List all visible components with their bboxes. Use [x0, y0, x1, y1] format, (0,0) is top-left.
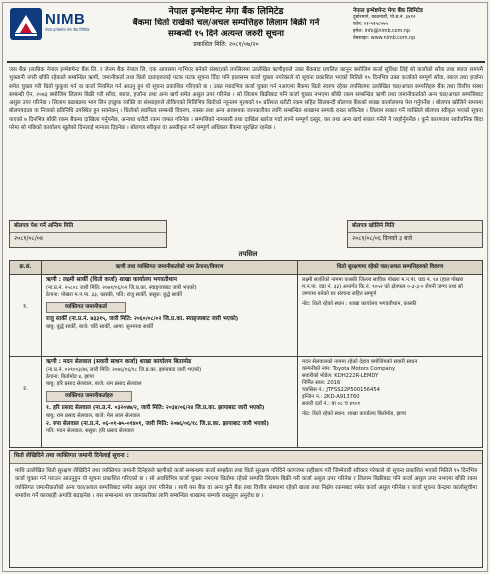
- bid-opening-date: २०८१/०८/०६ दिनको ३ बजे: [352, 235, 412, 242]
- guarantor-detail: पति: मदन सेलवाल, ससुरा: हरि प्रसाद सेलवाल: [46, 428, 134, 435]
- bid-opening-label: बोलपत्र खोलिने मिति: [348, 221, 482, 233]
- contact-address: दुर्बारमार्ग, काठमाडौं, पो.ब.नं. ३४१२: [353, 15, 416, 21]
- header-divider: [7, 61, 485, 63]
- guarantor-notice-box: [9, 450, 483, 568]
- borrower-detail: बाबु: हरि प्रसाद सेलवाल, बाजे: राम प्रसाद सेलवाल: [46, 380, 142, 387]
- notice-page: [2, 2, 488, 572]
- contact-phone: फोन: ०१-५९५८५५५: [353, 22, 388, 28]
- guarantor-name: राजु सार्की (ना.प्र.नं. ७३३१५, जारी मिति: २०६०/०८/०२ जि.प्र.का. स्याङ्जाबाट जारी भएको): [46, 316, 239, 323]
- collateral-description: मदन सेलवालको नाममा रहेको देहाय बमोजिमको सवारी साधन: [302, 359, 418, 365]
- borrower-detail: ठेगाना: पोखरा म.न.पा. ३३, कास्की, पति: राजु सार्की, ससुरा: बुद्धे सार्की: [46, 291, 182, 298]
- bid-submission-date: २०८१/०८/०४: [14, 235, 44, 242]
- row-serial: १.: [10, 275, 42, 356]
- vehicle-model: सवारीको मोडेल: KDH222R-LEMDY: [302, 373, 379, 380]
- bank-logo: [9, 7, 107, 51]
- borrower-name: ऋणी : मदन सेलवाल (सवारी साधन कर्जा) शाखा कार्यालय बितामोड: [46, 359, 192, 365]
- table-header-collateral: धितो सुरक्षणमा रहेको चल/अचल सम्पत्तिहरुको विवरण: [298, 261, 482, 275]
- vehicle-company: कम्पनीको नाम: Toyota Motors Company: [302, 366, 396, 373]
- notice-header: [3, 3, 489, 63]
- collateral-description: लक्ष्मी सार्कीको नाममा कास्की जिल्ला साविक पोखरा म.न.पा. वडा नं. १४ (हाल पोखरा म.न.पा. वडा नं. ३३) अन्तर्गत कि.नं. ९०५२ को क्षेत्रफल ०-३-३-० रोपनी जग्गा तथा सो जग्गामा बनेको घर संरचना सहित सम्पूर्ण: [302, 277, 464, 298]
- logo-wordmark: NIMB: [45, 11, 86, 28]
- collateral-note: नोट: धितो रहेको स्थान : शाखा कार्यालय भगवतीथान, कास्की: [302, 301, 417, 308]
- collateral-note: नोट: धितो रहेको स्थान: शाखा कार्यालय बिर्तामोड, झापा: [302, 411, 407, 418]
- borrower-detail: ठेगाना: बिर्तामोड ४, झापा: [46, 373, 94, 380]
- bid-submission-deadline-box: [9, 220, 167, 248]
- bid-opening-date-box: [347, 220, 483, 248]
- section-label-tapasil: तपसिल: [238, 250, 258, 258]
- guarantor-notice-heading: धितो लेखिदिने तथा व्यक्तिगत जमानी दिनेलाई सूचना :: [10, 451, 482, 464]
- bid-submission-label: बोलपत्र पेश गर्ने अन्तिम मिति: [10, 221, 166, 233]
- contact-org: नेपाल इन्भेष्टमेन्ट मेगा बैंक लिमिटेड: [353, 8, 423, 14]
- guarantor-subheading: व्यक्तिगत जमानीकर्ताहरु: [46, 391, 132, 402]
- guarantor-notice-body: माथि उल्लेखित धितो सुरक्षण लेखिदिने तथा व्यक्तिगत जमानी दिनेहरुले ऋणीको कर्जा सम्बन्धमा कर्जा सम्झौता तथा धितो सुरक्षण गरिदिने कागजमा सहीछाप गरी जिम्मेवारी स्वीकार गरेकाले यो सूचना प्रकाशित भएको मितिले १५ दिनभित्र कर्जा चुक्ता गर्न गराउन आउनुहुन यो सूचना प्रकाशित गरिएको छ । सो अवधिभित्र कर्जा चुक्ता नभएमा धितोमा रहेको सम्पत्ति लिलाम बिक्री गरी कर्जा असुल उपर गरिनेछ र लिलाम बिक्रीबाट पनि कर्जा असुल उपर नभएमा बाँकी रकम व्यक्तिगत जमानीकर्ताको अन्य चल/अचल सम्पत्तिबाट समेत असुल उपर गरिनेछ । साथै यस बैंक वा अन्य कुनै बैंक तथा वित्तीय संस्थामा रहेको खाता तथा निक्षेप रकमबाट समेत कर्जा असुल गरिनेछ र कर्जा सूचना केन्द्रमा कालोसूचीमा समावेश गर्ने कारबाही अगाडि बढाइनेछ । यस सम्बन्धमा थप जानकारीका लागि सम्बन्धित शाखामा सम्पर्क राख्नुहुन अनुरोध छ ।: [15, 467, 477, 500]
- contact-email: इमेल: info@nimb.com.np: [353, 29, 410, 35]
- notice-title-line-2: बैंकमा धितो राखेको चल/अचल सम्पत्तिहरु लिलाम बिक्री गर्ने: [132, 17, 320, 28]
- collateral-cell: [298, 357, 482, 447]
- borrower-detail: (ना.प्र.नं. ०२९००३/७६ जारी मिति: २०७६/०६/१८ जि.प्र.का. झापाबाट जारी भएको): [46, 366, 202, 373]
- borrower-cell: [42, 275, 298, 356]
- table-row: [10, 357, 482, 447]
- borrower-detail: (ना.प्र.नं. २५८०८ जारी मिति: २०७१/०६/०२ जि.प्र.का. स्याङ्जाबाट जारी भएको): [46, 284, 197, 291]
- vehicle-engine: इन्जिन नं.: 2KD-A913760: [302, 394, 360, 401]
- borrower-name: ऋणी : लक्ष्मी सार्की (धितो कर्जा) शाखा कार्यालय भगवतीथान: [46, 277, 177, 283]
- notice-title-line-3: सम्बन्धी १५ दिने अत्यन्त जरुरी सूचना: [168, 29, 284, 40]
- vehicle-year: निर्मित साल: 2016: [302, 380, 341, 387]
- guarantor-name: २. रुपा सेलवाल (ना.प्र.नं. ०६-०१-७५-०१४०१, जारी मिति: २०७६/०६/१८ जि.प्र.का. झापाबाट जारी भएको): [46, 420, 269, 427]
- table-header-borrower: ऋणी तथा व्यक्तिगत जमानीकर्ताको नाम ठेगाना/विवरण: [42, 261, 298, 275]
- guarantor-detail: बाबु: बुद्धे सार्की, बाजे: चाँदे सार्की, आमा: सुनमाया सार्की: [46, 323, 154, 330]
- table-header-sn: क्र.सं.: [10, 261, 42, 275]
- logo-subtext: नेपाल इन्भेष्टमेन्ट मेगा बैंक लिमिटेड: [45, 28, 90, 32]
- bank-name-title: नेपाल इन्भेष्टमेन्ट मेगा बैंक लिमिटेड: [168, 6, 284, 17]
- intro-paragraph: जस बैंक (साबिक नेपाल इन्भेष्टमेन्ट बैंक लि. र जेनम बैंक नेपाल लि. एक आपसमा गाभिएर बनेको संस्था)को तपसिलमा उल्लेखित ऋणीहरुले उक्त बैंकबाट प्रचलित कानुन बमोजिम कर्जा सुविधा लिई सो कर्जाको साँवा तथा ब्याज समयमै भुक्तानी नगरी बाँकी रहेकाले सम्बन्धित ऋणी, जमानीकर्ता तथा धितो दाताहरुलाई पटक पटक सूचना दिँदा पनि हालसम्म कर्जा चुक्ता नगरेकाले यो सूचना प्रकाशित भएको मितिले १५ दिनभित्र उक्त कर्जाको सम्पूर्ण साँवा, ब्याज तथा हर्जाना समेत चुक्ता गरी धितो फुकुवा गर्न वा कर्जा नियमित गर्न आउनु हुन यो सूचना प्रकाशित गरिएको छ । उक्त म्यादभित्र कर्जा चुक्ता गर्न नआएमा बैंकमा धितो स्वरुप रहेका तपसिलमा उल्लेखित चल/अचल सम्पत्तिहरु बैंक तथा वित्तीय संस्था सम्बन्धी ऐन, २०७३ बमोजिम लिलाम बिक्री गरी साँवा, ब्याज, हर्जाना तथा अन्य खर्च समेत असुल उपर गरिनेछ । सो लिलाम बिक्रीबाट पनि कर्जा चुक्ता नभएमा बाँकी रकम सम्बन्धित ऋणी तथा जमानीकर्ताको अन्य चल/अचल सम्पत्तिबाट असुल उपर गरिनेछ । लिलाम बढाबढमा भाग लिन इच्छुक व्यक्ति वा संस्थाहरुले तोकिएको मितिभित्र धितोको न्यूनतम मूल्यको १० प्रतिशत धरौटी रकम सहित सिलबन्दी बोलपत्र बैंकको शाखा कार्यालयमा पेश गर्नुपर्नेछ । बोलपत्र खोलिने समयमा बोलपत्रदाता वा निजको प्रतिनिधि उपस्थित हुन सक्नेछन् । धितोको स्वामित्व सम्बन्धी विवरण, नक्सा तथा अन्य आवश्यक जानकारीका लागि सम्बन्धित शाखामा सम्पर्क राख्न सकिनेछ । लिलाम सकार गर्ने व्यक्तिले बोलपत्र स्वीकृत भएको सूचना पाएको ७ दिनभित्र बाँकी रकम बैंकमा दाखिला गर्नुपर्नेछ, अन्यथा धरौटी रकम जफत गरिनेछ । सम्पत्तिको नामसारी तथा दाखिल खारेज गर्दा लाग्ने सम्पूर्ण दस्तुर, कर तथा अन्य खर्च सकार गर्नेले नै व्यहोर्नुपर्नेछ । कुनै कारणवश सार्वजनिक बिदा परेमा सो पछिको कार्यालय खुलेको दिनलाई मान्यता दिइनेछ । बोलपत्र स्वीकृत वा अस्वीकृत गर्ने सम्पूर्ण अधिकार बैंकमा सुरक्षित रहनेछ ।: [9, 67, 483, 131]
- contact-block: [353, 7, 485, 43]
- row-serial: २.: [10, 357, 42, 447]
- published-date: प्रकाशित मिति: २०८१/०७/२०: [193, 41, 259, 49]
- guarantor-name: १. हरि प्रसाद सेलवाल (ना.प्र.नं. ०३२०४७/२, जारी मिति: २०३४/०६/२४ जि.प्र.का. झापाबाट जारी भएको): [46, 405, 265, 412]
- guarantor-subheading: व्यक्तिगत जमानीकर्ता: [46, 302, 126, 313]
- auction-details-table: [9, 260, 483, 448]
- bank-emblem-icon: [9, 7, 43, 41]
- borrower-cell: [42, 357, 298, 447]
- contact-website: वेबसाइट: www.nimb.com.np: [353, 35, 416, 41]
- vehicle-chassis: च्यासिस नं.: JTFSS22P500156454: [302, 387, 380, 394]
- guarantor-detail: बाबु: राम प्रसाद सेलवाल, बाजे: मेल लाल सेलवाल: [46, 412, 140, 419]
- table-row: [10, 275, 482, 357]
- collateral-cell: [298, 275, 482, 356]
- vehicle-registration: सवारी दर्ता नं.: बा ०८ च ४९०१: [302, 401, 361, 408]
- notice-title-block: [103, 6, 349, 50]
